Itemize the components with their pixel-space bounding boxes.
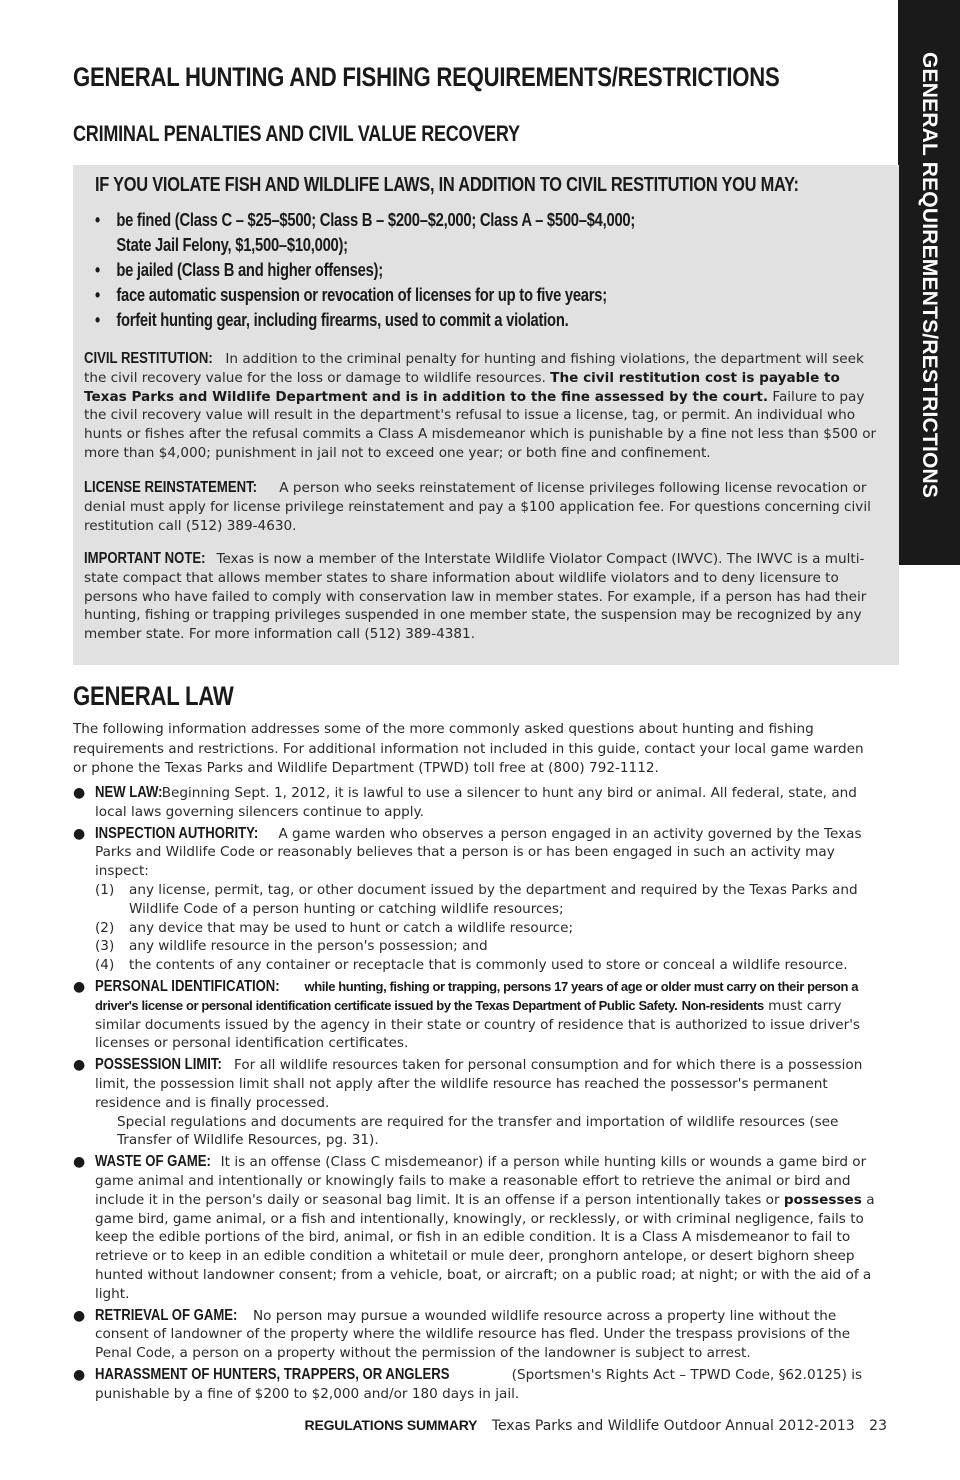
section-subtitle: CRIMINAL PENALTIES AND CIVIL VALUE RECOVERY — [73, 121, 520, 146]
page-footer — [305, 1417, 887, 1434]
waste-bold: possesses — [783, 1191, 862, 1208]
personal-id-bold: while hunting, fishing or trapping, persons 17 years of age or older must carry on their person a driver's license or personal identification certificate issued by the Texas Department of Public Safety. — [95, 978, 859, 1013]
possession-text: For all wildlife resources taken for personal consumption and for which there is a possession limit, the possession limit shall not apply after the wildlife resource has reached the possessor's permanent residence and is finally processed. — [95, 1057, 863, 1111]
civil-restitution-text: In addition to the criminal penalty for hunting and fishing violations, the department will seek the civil recovery value for the loss or damage to wildlife resources. — [84, 351, 864, 386]
possession-lead: POSSESSION LIMIT: — [95, 1056, 222, 1074]
inspection-subitem — [95, 881, 888, 919]
inspection-subitem — [95, 937, 888, 956]
subitem-text: the contents of any container or receptacle that is commonly used to store or conceal a wildlife resource. — [129, 957, 848, 974]
inspection-subitem — [95, 919, 888, 938]
retrieval-lead: RETRIEVAL OF GAME: — [95, 1306, 238, 1324]
bullet-icon: ● — [73, 1307, 86, 1324]
subitem-text: any wildlife resource in the person's possession; and — [129, 938, 488, 955]
waste-text-2: a game bird, game animal, or a fish and intentionally, knowingly, or recklessly, or with criminal negligence, fails to keep the edible portions of the bird, animal, or fish in an edible condition. It is a Class A misdemeanor to fail to retrieve or to keep in an edible condition a whitetail or mule deer, pronghorn antelope, or desert bighorn sheep hunted without landowner consent; from a vehicle, boat, or aircraft; on a public road; at night; or with the aid of a light. — [95, 1191, 875, 1302]
harassment-text: (Sportsmen's Rights Act – TPWD Code, §62.0125) is punishable by a fine of $200 to $2,000 and/or 180 days in jail. — [95, 1366, 863, 1402]
subitem-text: any license, permit, tag, or other document issued by the department and required by the Texas Parks and Wildlife Code of a person hunting or catching wildlife resources; — [129, 881, 858, 917]
important-note-lead: IMPORTANT NOTE: — [84, 550, 206, 567]
inspection-subitems — [95, 881, 888, 975]
bullet-icon: ● — [73, 825, 86, 842]
penalty-item: • be jailed (Class B and higher offenses); — [95, 258, 635, 283]
penalty-item-continued: State Jail Felony, $1,500–$10,000); — [116, 235, 348, 255]
footer-publication: Texas Parks and Wildlife Outdoor Annual 2012-2013 — [491, 1418, 855, 1434]
civil-restitution-lead: CIVIL RESTITUTION: — [84, 350, 213, 367]
penalties-title: IF YOU VIOLATE FISH AND WILDLIFE LAWS, IN ADDITION TO CIVIL RESTITUTION YOU MAY: — [95, 174, 799, 196]
page-title: GENERAL HUNTING AND FISHING REQUIREMENTS/RESTRICTIONS — [73, 62, 780, 92]
inspection-text: A game warden who observes a person engaged in an activity governed by the Texas Parks and Wildlife Code or reasonably believes that a person is or has been engaged in such an activity may inspect: — [95, 825, 862, 880]
bullet-icon: ● — [73, 1366, 86, 1383]
license-reinstatement-text: A person who seeks reinstatement of license privileges following license revocation or denial must apply for license privilege reinstatement and pay a $100 application fee. For questions concerning civil restitution call (512) 389-4630. — [84, 480, 871, 534]
penalty-item: • face automatic suspension or revocation of licenses for up to five years; — [95, 283, 635, 308]
harassment-lead: HARASSMENT OF HUNTERS, TRAPPERS, OR ANGLERS — [95, 1365, 450, 1383]
list-item-personal-id — [73, 978, 888, 1053]
civil-restitution-bold: The civil restitution cost is payable to Texas Parks and Wildlife Department and is in addition to the fine assessed by the court. — [84, 369, 840, 405]
list-item-inspection — [73, 825, 888, 975]
subitem-number: (3) — [95, 938, 115, 955]
bullet-icon: ● — [73, 785, 86, 801]
personal-id-text: must carry similar documents issued by the agency in their state or country of residence that is authorized to issue driver's licenses or personal identification certificates. — [95, 997, 861, 1052]
inspection-subitem — [95, 956, 888, 975]
civil-restitution-paragraph — [84, 350, 884, 463]
penalty-item: • be fined (Class C – $25–$500; Class B – $200–$2,000; Class A – $500–$4,000; — [95, 208, 635, 233]
license-reinstatement-lead: LICENSE REINSTATEMENT: — [84, 479, 257, 496]
retrieval-text: No person may pursue a wounded wildlife resource across a property line without the consent of landowner of the property where the wildlife resource has fled. Under the trespass provisions of the Penal Code, a person on a property without the permission of the landowner is subject to arrest. — [95, 1307, 851, 1362]
penalty-item: • forfeit hunting gear, including firearms, used to commit a violation. — [95, 308, 635, 333]
waste-lead: WASTE OF GAME: — [95, 1153, 211, 1171]
bullet-icon: ● — [73, 1057, 86, 1074]
side-tab-label: GENERAL REQUIREMENTS/RESTRICTIONS — [918, 52, 941, 499]
list-item-retrieval — [73, 1307, 888, 1363]
footer-label: REGULATIONS SUMMARY — [304, 1417, 478, 1433]
bullet-icon: ● — [73, 1154, 86, 1171]
subitem-text: any device that may be used to hunt or catch a wildlife resource; — [129, 919, 574, 936]
civil-restitution-text-2: Failure to pay the civil recovery value will result in the department's refusal to issue a license, tag, or permit. An individual who hunts or fishes after the refusal commits a Class A misdemeanor which is punishable by a fine not less than $500 or more than $4,000; punishment in jail not to exceed one year; or both fine and confinement. — [84, 388, 877, 461]
important-note-text: Texas is now a member of the Interstate Wildlife Violator Compact (IWVC). The IWVC is a multi-state compact that allows member states to share information about wildlife violators and to deny licensure to persons who have failed to comply with conservation law in member states. For example, if a person has had their hunting, fishing or trapping privileges suspended in one member state, the suspension may be recognized by any member state. For more information call (512) 389-4381. — [84, 551, 867, 643]
personal-id-lead: PERSONAL IDENTIFICATION: — [95, 977, 280, 995]
list-item-new-law — [73, 784, 888, 822]
new-law-text: Beginning Sept. 1, 2012, it is lawful to use a silencer to hunt any bird or animal. All federal, state, and local laws governing silencers continue to apply. — [95, 785, 857, 820]
possession-note: Special regulations and documents are required for the transfer and importation of wildlife resources (see Transfer of Wildlife Resources, pg. 31). — [117, 1113, 839, 1149]
subitem-number: (4) — [95, 957, 115, 974]
list-item-waste — [73, 1153, 888, 1303]
list-item-possession — [73, 1056, 888, 1150]
subitem-number: (2) — [95, 919, 115, 936]
subitem-number: (1) — [95, 881, 115, 898]
important-note-paragraph — [84, 550, 884, 644]
list-item-harassment — [73, 1366, 888, 1404]
general-law-list — [73, 784, 888, 1407]
penalties-list — [95, 208, 754, 333]
bullet-icon: ● — [73, 978, 86, 995]
general-law-title: GENERAL LAW — [73, 681, 234, 711]
waste-text: It is an offense (Class C misdemeanor) if a person while hunting kills or wounds a game bird or game animal and intentionally or knowingly fails to make a reasonable effort to retrieve the animal or bird and include it in the person's daily or seasonal bag limit. It is an offense if a person intentionally takes or — [95, 1154, 867, 1208]
page-number: 23 — [869, 1418, 887, 1434]
general-law-intro: The following information addresses some of the more commonly asked questions about hunting and fishing requirements and restrictions. For additional information not included in this guide, contact your local game warden or phone the Texas Parks and Wildlife Department (TPWD) toll free at (800) 792-1112. — [73, 721, 864, 776]
new-law-lead: NEW LAW: — [95, 784, 163, 801]
inspection-lead: INSPECTION AUTHORITY: — [95, 824, 259, 842]
license-reinstatement-paragraph — [84, 479, 884, 535]
personal-id-bold-2: Non-residents — [681, 997, 764, 1013]
